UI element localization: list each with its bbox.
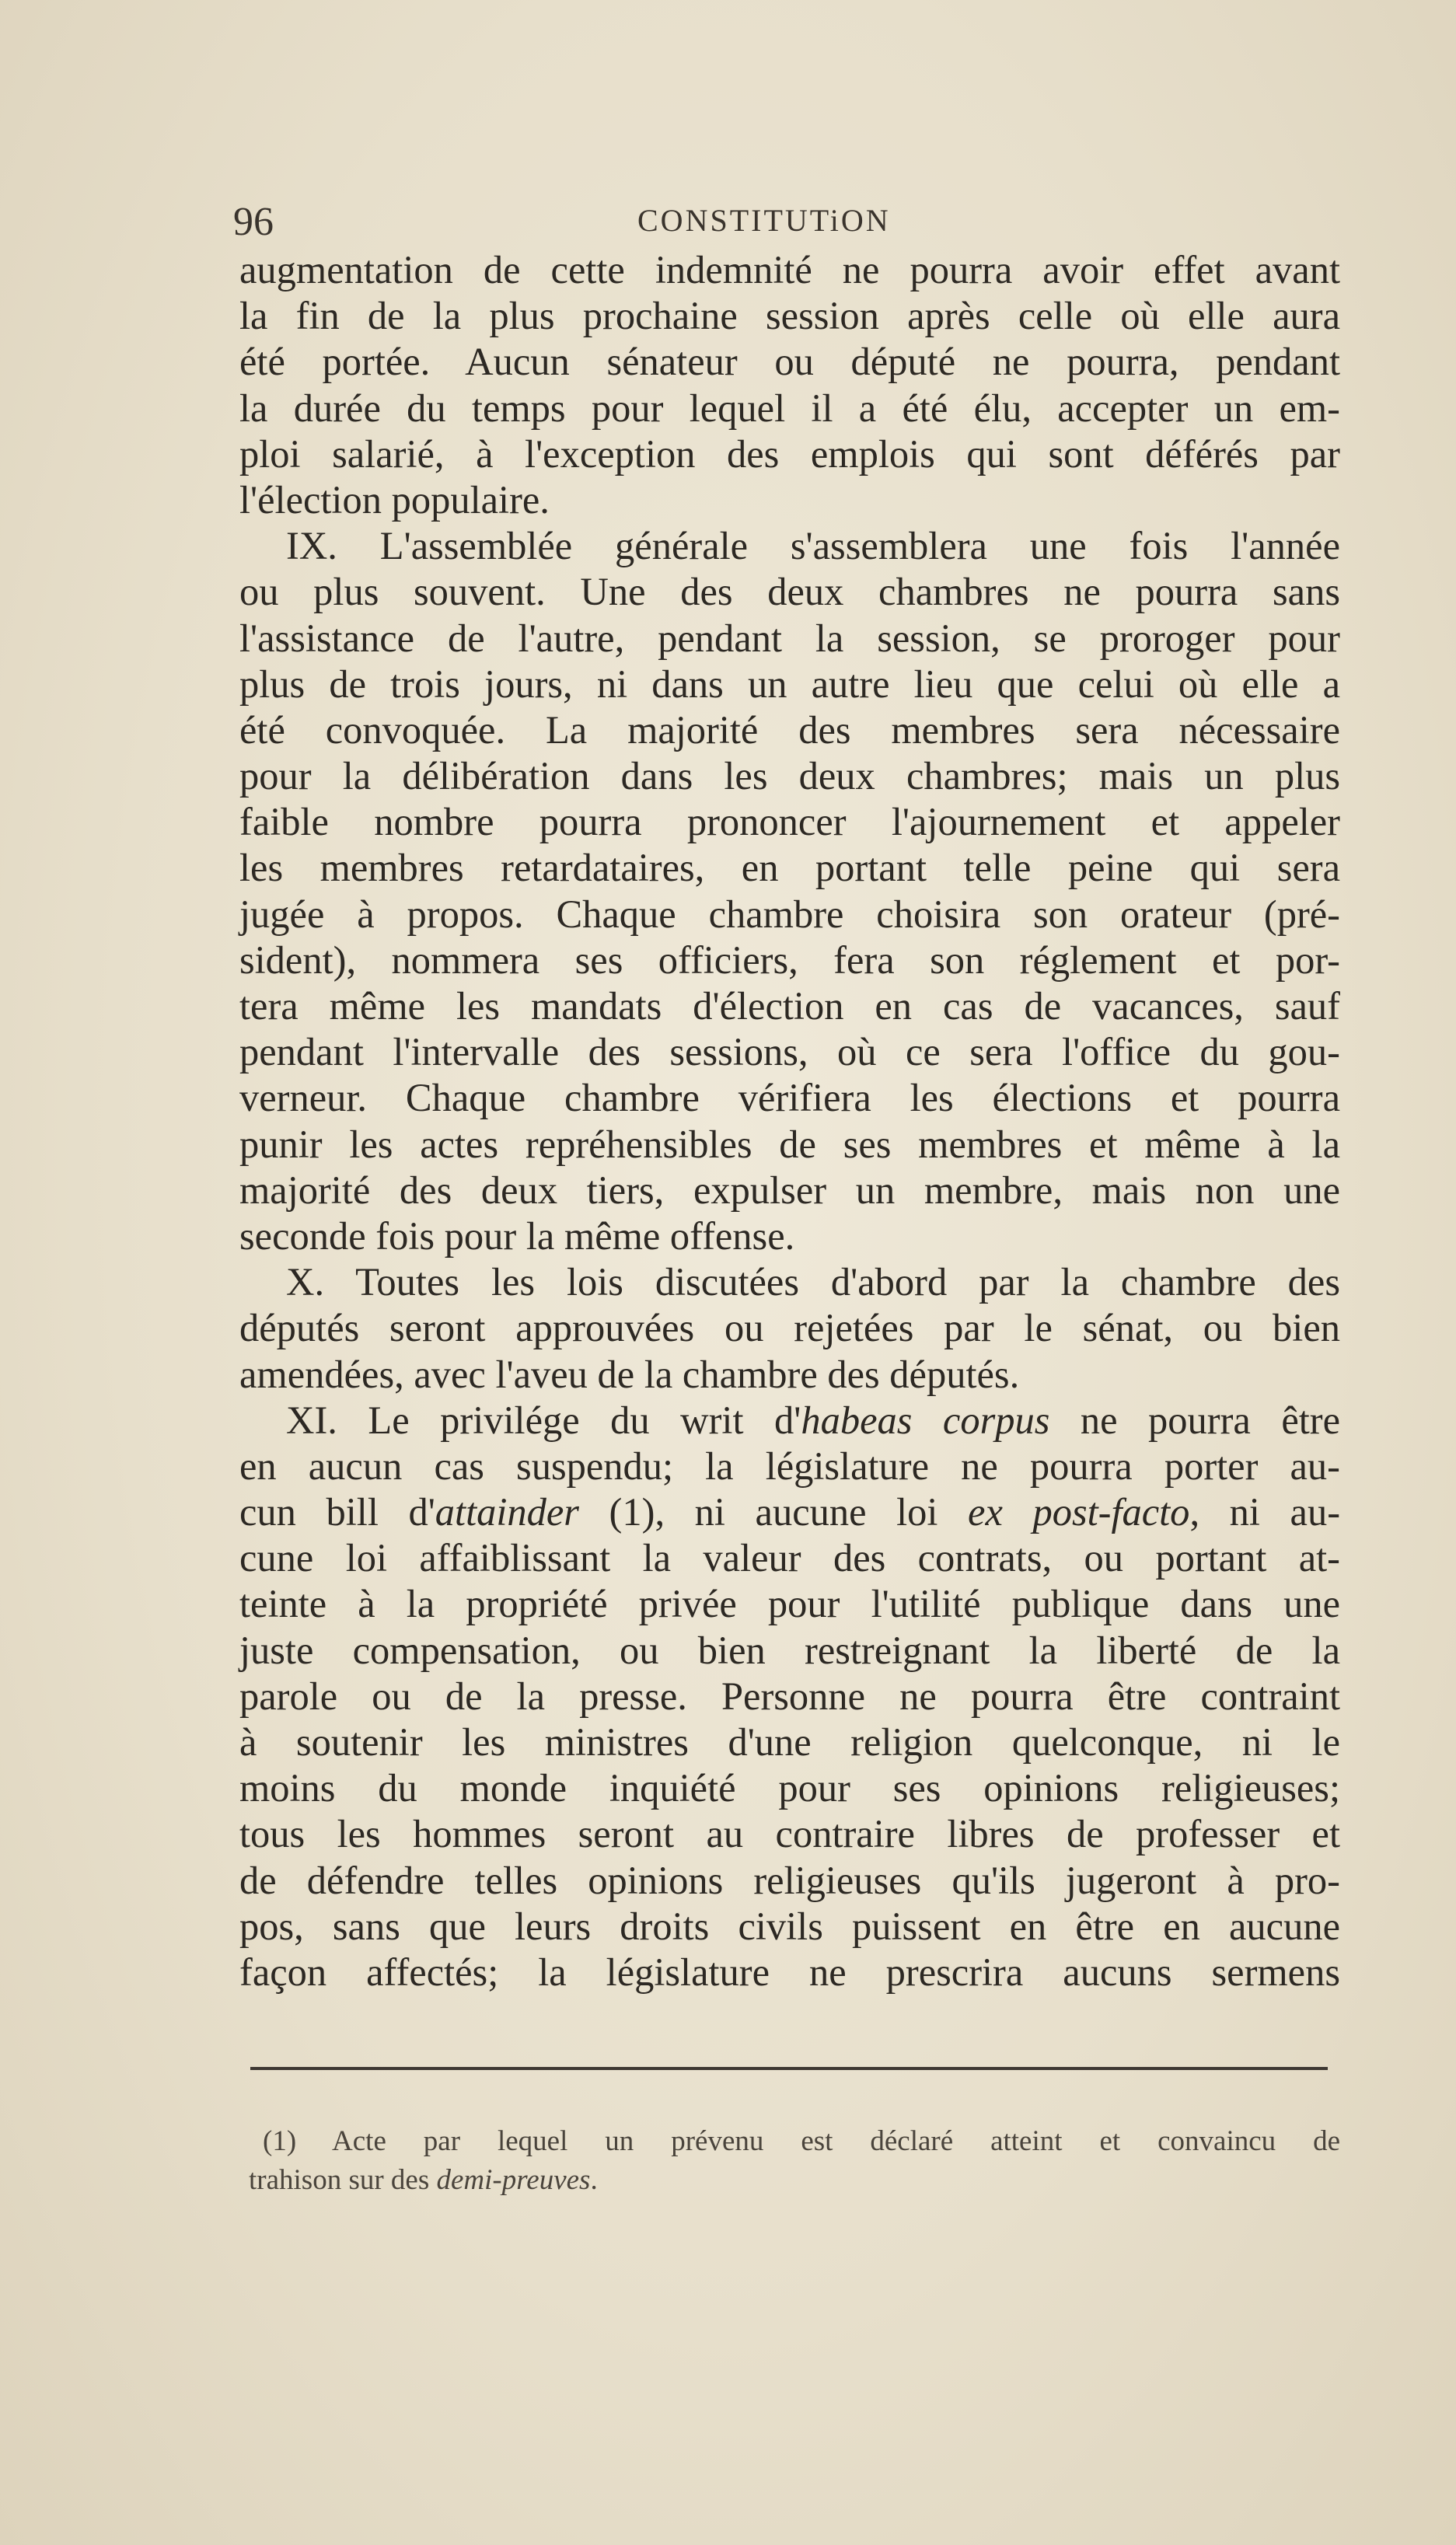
text-line	[239, 937, 1340, 983]
text-line	[239, 1122, 1340, 1168]
line-text: l'élection populaire.	[239, 477, 550, 522]
text-line	[239, 1075, 1340, 1121]
line-text: en aucun cas suspendu; la législature ne pourra porter au-	[239, 1444, 1340, 1488]
text-line	[239, 477, 1340, 523]
body-text	[239, 247, 1340, 1995]
line-text: pour la délibération dans les deux chambres; mais un plus	[239, 754, 1340, 798]
text-line	[239, 845, 1340, 891]
text-line	[239, 1029, 1340, 1075]
text-line	[239, 1535, 1340, 1581]
line-text: IX. L'assemblée générale s'assemblera une fois l'année	[286, 524, 1340, 568]
line-text: la durée du temps pour lequel il a été élu, accepter un em-	[239, 386, 1340, 430]
line-text: moins du monde inquiété pour ses opinions religieuses;	[239, 1766, 1340, 1810]
text-line	[239, 339, 1340, 385]
text-line	[239, 1904, 1340, 1950]
line-text: ou plus souvent. Une des deux chambres ne pourra sans	[239, 570, 1340, 614]
line-text: majorité des deux tiers, expulser un membre, mais non une	[239, 1168, 1340, 1212]
line-text: tera même les mandats d'élection en cas de vacances, sauf	[239, 984, 1340, 1028]
text-line	[239, 1398, 1340, 1444]
line-text: teinte à la propriété privée pour l'utilité publique dans une	[239, 1582, 1340, 1626]
line-text: de défendre telles opinions religieuses qu'ils jugeront à pro-	[239, 1858, 1340, 1902]
text-line	[239, 1628, 1340, 1674]
line-text: façon affectés; la législature ne prescrira aucuns sermens	[239, 1950, 1340, 1994]
text-line	[239, 1765, 1340, 1811]
line-text: punir les actes repréhensibles de ses membres et même à la	[239, 1122, 1340, 1166]
line-text: cun bill d'	[239, 1490, 435, 1534]
line-text: été portée. Aucun sénateur ou député ne pourra, pendant	[239, 340, 1340, 384]
text-line	[239, 1811, 1340, 1857]
line-text: verneur. Chaque chambre vérifiera les élections et pourra	[239, 1076, 1340, 1120]
line-text: amendées, avec l'aveu de la chambre des députés.	[239, 1352, 1020, 1396]
footnote-text: .	[590, 2164, 598, 2196]
line-text: députés seront approuvées ou rejetées par le sénat, ou bien	[239, 1306, 1340, 1350]
line-text: ploi salarié, à l'exception des emplois qui sont déférés par	[239, 431, 1340, 476]
page-header	[233, 199, 1337, 246]
text-line	[239, 707, 1340, 753]
line-text: la fin de la plus prochaine session après celle où elle aura	[239, 294, 1340, 338]
text-line	[239, 1581, 1340, 1627]
italic-text: attainder	[435, 1490, 579, 1534]
line-text: les membres retardataires, en portant telle peine qui sera	[239, 846, 1340, 890]
footnote	[249, 2122, 1340, 2200]
text-line	[239, 1168, 1340, 1213]
text-line	[239, 569, 1340, 615]
text-line	[239, 1444, 1340, 1489]
text-line	[239, 523, 1340, 569]
text-line	[239, 1352, 1340, 1398]
line-text: pendant l'intervalle des sessions, où ce sera l'office du gou-	[239, 1030, 1340, 1074]
line-text: ne pourra être	[1049, 1398, 1340, 1442]
text-line	[239, 1489, 1340, 1535]
line-text: X. Toutes les lois discutées d'abord par la chambre des	[286, 1260, 1340, 1304]
line-text: été convoquée. La majorité des membres sera nécessaire	[239, 707, 1340, 752]
text-line	[239, 1674, 1340, 1719]
italic-text: ex post-facto	[968, 1490, 1190, 1534]
running-head: CONSTITUTiON	[637, 203, 891, 238]
footnote-text: trahison sur des	[249, 2164, 437, 2196]
line-text: à soutenir les ministres d'une religion quelconque, ni le	[239, 1720, 1340, 1764]
line-text: jugée à propos. Chaque chambre choisira son orateur (pré-	[239, 892, 1340, 936]
text-line	[239, 662, 1340, 707]
text-line	[239, 293, 1340, 339]
footnote-line	[249, 2161, 1340, 2200]
line-text: XI. Le privilége du writ d'	[286, 1398, 801, 1442]
footnote-line: (1) Acte par lequel un prévenu est déclaré atteint et convaincu de	[263, 2125, 1340, 2157]
italic-text: habeas corpus	[801, 1398, 1050, 1442]
line-text: juste compensation, ou bien restreignant la liberté de la	[239, 1628, 1340, 1672]
line-text: faible nombre pourra prononcer l'ajournement et appeler	[239, 800, 1340, 844]
line-text: sident), nommera ses officiers, fera son réglement et por-	[239, 937, 1340, 982]
line-text: l'assistance de l'autre, pendant la session, se proroger pour	[239, 616, 1340, 660]
text-line	[239, 799, 1340, 845]
text-line	[239, 1858, 1340, 1904]
text-line	[239, 616, 1340, 662]
line-text: plus de trois jours, ni dans un autre lieu que celui où elle a	[239, 662, 1340, 706]
line-text: (1), ni aucune loi	[578, 1490, 969, 1534]
text-line	[239, 983, 1340, 1029]
line-text: seconde fois pour la même offense.	[239, 1213, 795, 1258]
line-text: parole ou de la presse. Personne ne pourra être contraint	[239, 1674, 1340, 1718]
line-text: , ni au-	[1189, 1490, 1341, 1534]
line-text: tous les hommes seront au contraire libres de professer et	[239, 1812, 1340, 1856]
line-text: cune loi affaiblissant la valeur des contrats, ou portant at-	[239, 1536, 1340, 1580]
text-line	[239, 1305, 1340, 1351]
line-text: augmentation de cette indemnité ne pourra avoir effet avant	[239, 248, 1340, 292]
text-line	[239, 247, 1340, 293]
footnote-italic: demi-preuves	[436, 2164, 591, 2196]
line-text: pos, sans que leurs droits civils puissent en être en aucune	[239, 1904, 1340, 1948]
footnote-rule	[250, 2067, 1328, 2070]
text-line	[239, 431, 1340, 477]
text-line	[239, 1259, 1340, 1305]
page-number: 96	[233, 200, 274, 244]
text-line	[239, 753, 1340, 799]
text-line	[239, 1950, 1340, 1995]
text-line	[239, 1213, 1340, 1259]
text-line	[239, 1719, 1340, 1765]
text-line	[239, 892, 1340, 937]
text-line	[239, 386, 1340, 431]
